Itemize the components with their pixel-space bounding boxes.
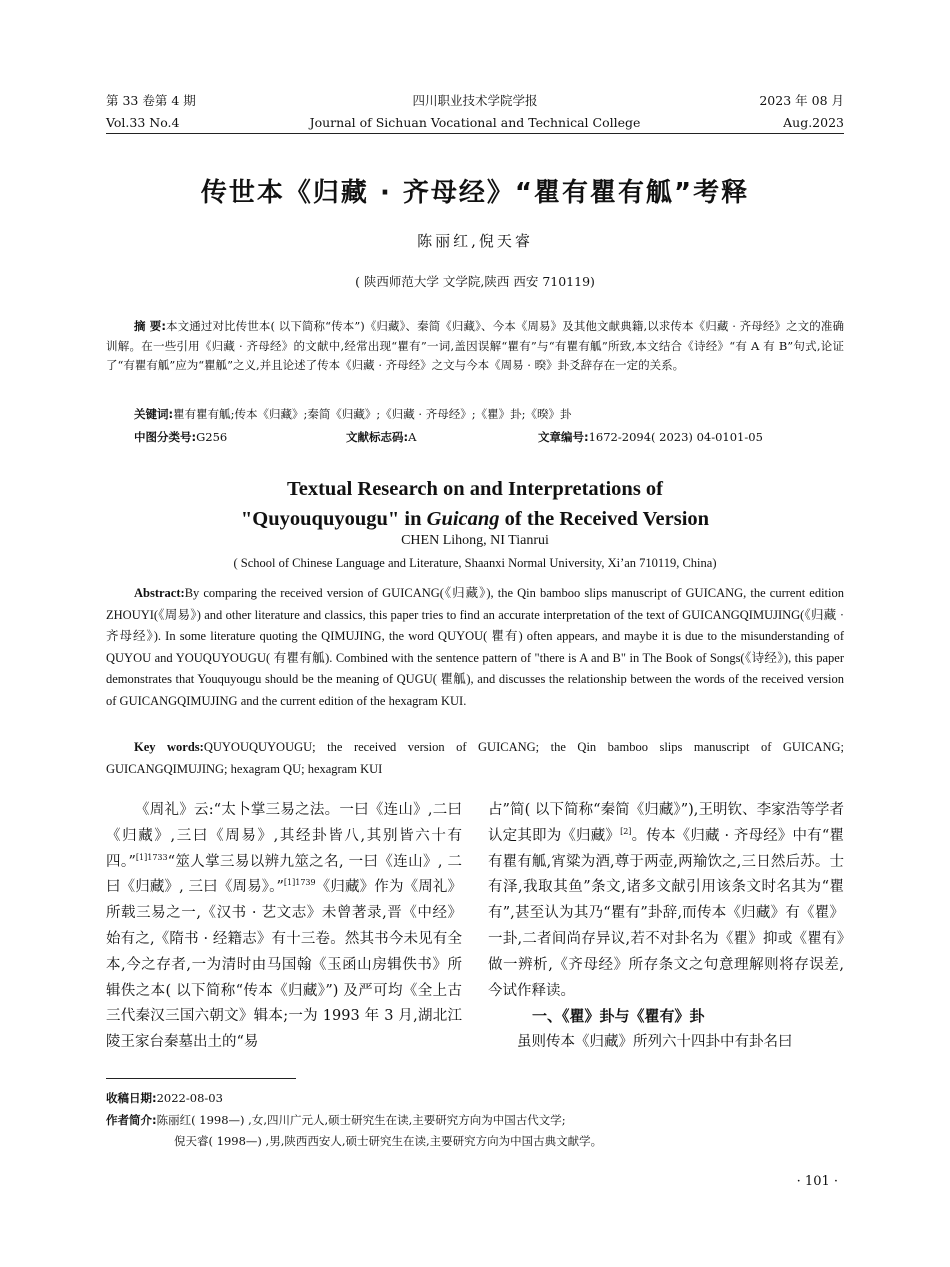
keywords-cn [134,406,571,422]
article-number-value: 1672-2094( 2023) 04-0101-05 [588,430,763,444]
body-text: “筮人掌三易以辨九筮之名, 一曰《连山》, 二曰《归藏》, 三曰《周易》。” [106,853,462,896]
body-text: 《归藏》作为《周礼》所载三易之一,《汉书 · 艺文志》未曾著录,晋《中经》始有之,《隋书 · 经籍志》有十三卷。然其书今未见有全本,今之存者,一为清时由马国翰《玉函山房辑佚书》所辑佚之本( 以下简称“传本《归藏》”) 及严可均《全上古三代秦汉三国六朝文》辑本;一为 1993 年 3 月,湖北江陵王家台秦墓出土的“易 [106,879,462,1051]
footnote-rule [106,1078,296,1079]
journal-en: Journal of Sichuan Vocational and Technical College [309,115,641,130]
clc-value: G256 [196,430,228,444]
title-en-line2 [0,504,950,534]
abstract-cn-text: 本文通过对比传世本( 以下简称“传本”)《归藏》、秦简《归藏》、今本《周易》及其他文献典籍,以求传本《归藏 · 齐母经》之文的准确训解。在一些引用《归藏 · 齐母经》的文献中,经常出现“瞿有”一词,盖因误解“瞿有”与“有瞿有觚”所致,本文结合《诗经》“有 A 有 B”句式,论证了“有瞿有觚”应为“瞿觚”之义,并且论述了传本《归藏 · 齐母经》之文与今本《周易 · 暌》卦爻辞存在一定的关系。 [106,319,844,372]
clc-label: 中图分类号: [134,430,197,444]
affiliation-en: ( School of Chinese Language and Literature, Shaanxi Normal University, Xi’an 710119, China) [233,556,717,570]
abstract-en-label: Abstract: [134,586,185,600]
article-number-label: 文章编号: [538,430,589,444]
volume-cn: 第 33 卷第 4 期 [106,93,196,108]
abstract-cn [106,317,844,376]
body-text: 。传本《归藏 · 齐母经》中有“瞿有瞿有觚,宵粱为酒,尊于两壶,两羭饮之,三日然后苏。士有泽,我取其鱼”条文,诸多文献引用该条文时名其为“瞿有”,甚至认为其乃“瞿有”卦辞,而传本《归藏》有《瞿》一卦,二者间尚存异议,若不对卦名为《瞿》抑或《瞿有》做一辨析,《齐母经》所存条文之句意理解则将存误差,今试作释读。 [488,827,844,999]
document-code-label: 文献标志码: [346,430,409,444]
title-en-line1: Textual Research on and Interpretations of [286,478,664,500]
affiliation-cn: ( 陕西师范大学 文学院,陕西 西安 710119) [355,274,595,289]
abstract-en [106,583,844,713]
section-heading: 一、《瞿》卦与《瞿有》卦 [532,1007,705,1026]
paper-title-cn: 传世本《归藏 · 齐母经》“瞿有瞿有觚”考释 [200,178,750,208]
abstract-cn-label: 摘 要: [134,319,166,333]
authors-cn: 陈丽红,倪天睿 [417,232,533,250]
page-number: · 101 · [796,1174,838,1189]
received-value: 2022-08-03 [156,1091,223,1105]
citation: [2] [620,826,632,836]
body-text: 占”简( 以下简称“秦简《归藏》”),王明钦、李家浩等学者认定其即为《归藏》 [488,802,844,844]
title-en-line2-italic: Guicang [426,508,500,530]
clc-number [134,429,227,445]
volume-en: Vol.33 No.4 [106,115,180,130]
date-cn: 2023 年 08 月 [759,93,844,108]
author-bio-label: 作者简介: [106,1113,157,1127]
author-bio [106,1110,844,1131]
body-text: 《周礼》云:“太卜掌三易之法。一曰《连山》,二曰《归藏》,三曰《周易》,其经卦皆八,其别皆六十有四。” [106,802,462,870]
body-paragraph [488,798,844,1004]
body-paragraph [106,798,462,1056]
paper-title-en [0,474,950,534]
keywords-en-label: Key words: [134,740,204,754]
abstract-en-text: By comparing the received version of GUICANG(《归藏》), the Qin bamboo slips manuscript of GUICANG, the current edition ZHOUYI(《周易》) and other literature and classics, this paper tries to find an accurate interpretation of the text of GUICANGQIMUJING(《归藏 · 齐母经》). In some literature quoting the QIMUJING, the word QUYOU( 瞿有) often appears, and maybe it is due to the misunderstanding of QUYOU and YOUQUYOUGU( 有瞿有觚). Combined with the sentence pattern of "there is A and B" in The Book of Songs(《诗经》), this paper demonstrates that Youquyougu should be the meaning of QUGU( 瞿觚), and discusses the relationship between the words of the received version of GUICANGQIMUJING and the current edition of the hexagram KUI. [106,586,844,708]
authors-en: CHEN Lihong, NI Tianrui [401,533,549,548]
author-bio-2: 倪天睿( 1998—) ,男,陕西西安人,硕士研究生在读,主要研究方向为中国古典文献学。 [174,1134,603,1148]
received-date [106,1088,844,1109]
keywords-en [106,737,844,780]
body-paragraph: 虽则传本《归藏》所列六十四卦中有卦名曰 [517,1034,793,1051]
citation: [1]1733 [135,852,168,862]
keywords-cn-text: 瞿有瞿有觚;传本《归藏》;秦简《归藏》;《归藏 · 齐母经》;《瞿》卦;《暌》卦 [173,407,572,421]
body-column-left [106,798,462,1056]
keywords-en-text: QUYOUQUYOUGU; the received version of GUICANG; the Qin bamboo slips manuscript of GUICANG; GUICANGQIMUJING; hexagram QU; hexagram KUI [106,740,844,776]
document-code [346,429,416,445]
journal-cn: 四川职业技术学院学报 [412,93,538,108]
author-bio-1: 陈丽红( 1998—) ,女,四川广元人,硕士研究生在读,主要研究方向为中国古代文学; [156,1113,566,1127]
received-label: 收稿日期: [106,1091,157,1105]
article-number [538,429,763,445]
citation: [1]1739 [283,878,316,888]
header-rule [106,133,844,134]
title-en-line2-b: of the Received Version [499,508,710,530]
document-code-value: A [408,430,417,444]
keywords-cn-label: 关键词: [134,407,174,421]
title-en-line2-a: "Quyouquyougu" in [240,508,427,530]
date-en: Aug.2023 [783,115,844,130]
body-column-right [488,798,844,1056]
